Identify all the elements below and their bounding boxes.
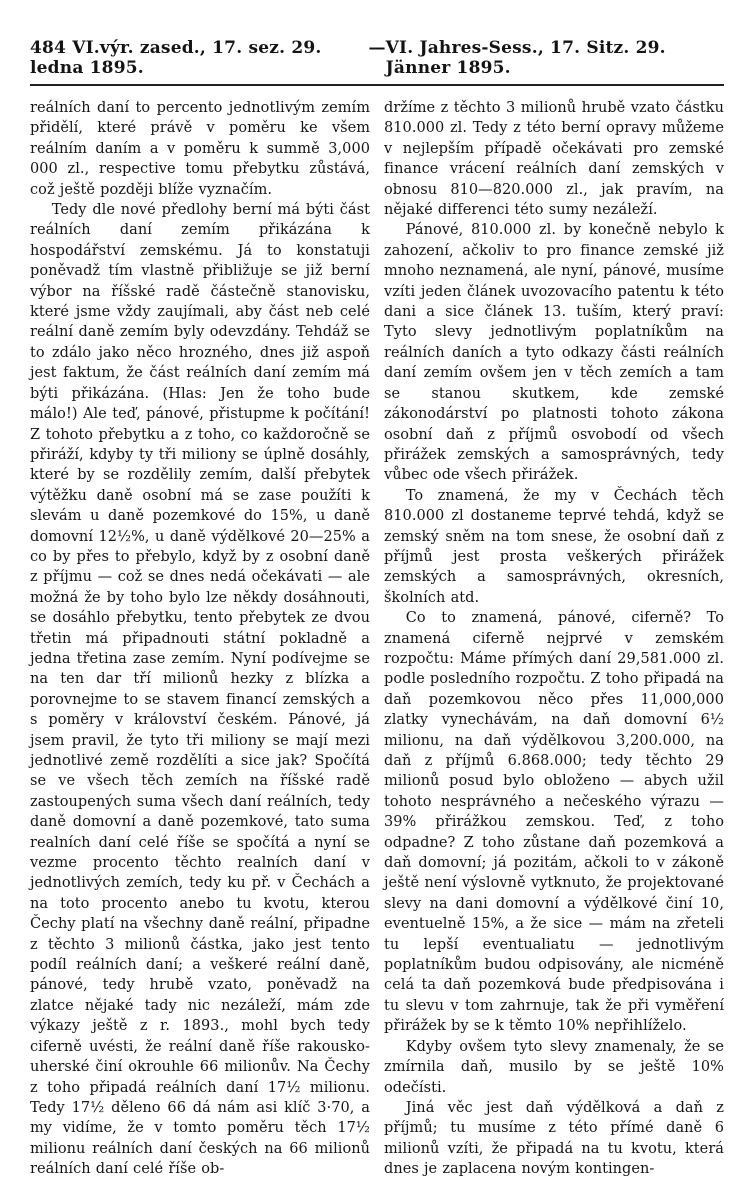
paragraph: Tedy dle nové předlohy berní má býti část reálních daní zemím přikázána k hospodářství zemskému. Já to konstatuji poněvadž tím vlastně přibližuje se již berní výbor na říšské radě částečně stanovisku, které jsme vždy zaujímali, aby část neb celé reální daně zemím byly odevzdány. Tehdáž se to zdálo jako něco hrozného, dnes již aspoň jest faktum, že část reálních daní zemím má býti přikázána. (Hlas: Jen že toho bude málo!) Ale teď, pánové, přistupme k počítání! Z tohoto přebytku a z toho, co každoročně se přiráží, kdyby ty tři miliony se úplně dosáhly, které by se rozdělily zemím, další přebytek výtěžku daně osobní má se zase použíti k slevám u daně pozemkové do 15%, u daně domovní 12½%, u daně výdělkové 20—25% a co by přes to přebylo, když by z osobní daně z příjmu — což se dnes nedá očekávati — ale možná že by toho bylo lze někdy dosáhnouti, se dosáhlo přebytku, tento přebytek ze dvou třetin má připadnouti státní pokladně a jedna třetina zase zemím. Nyní podívejme se na ten dar tří milionů hezky z blízka a porovnejme to se stavem financí zemských a s poměry v království českém. Pánové, já jsem pravil, že tyto tři miliony se mají mezi jednotlivé země rozdělíti a sice jak? Spočítá se ve všech těch zemích na říšské radě zastoupených suma všech daní reálních, tedy daně domovní a daně pozemkové, tato suma realních daní celé říše se spočítá a nyní se vezme procento těchto realních daní v jednotlivých zemích, tedy ku př. v Čechách a na toto procento anebo tu kvotu, kterou Čechy platí na všechny daně reální, připadne z těchto 3 milionů částka, jako jest tento podíl reálních daní; a veškeré reální daně, pánové, tedy hrubě vzato, poněvadž na zlatce nějaké tady nic nezáleží, mám zde výkazy ještě z r. 1893., mohl bych tedy ciferně uvésti, že reální daně říše rakousko-uherské činí okrouhle 66 milionův. Na Čechy z toho připadá reálních daní 17½ milionu. Tedy 17½ děleno 66 dá nám asi klíč 3·70, a my vidíme, že v tomto poměru těch 17½ milionu reálních daní českých na 66 milionů reálních daní celé říše ob- xyxy=(30,202,370,1178)
left-column xyxy=(30,98,370,1180)
page-header xyxy=(30,38,724,86)
paragraph: reálních daní to percento jednotlivým zemím přidělí, které právě v poměru ke všem reálním daním a v poměru k summě 3,000 000 zl., respective tomu přebytku zůstává, což ještě později blíže vyznačím. xyxy=(30,100,370,198)
header-right: VI. Jahres-Sess., 17. Sitz. 29. Jänner 1895. xyxy=(385,38,666,78)
right-column xyxy=(384,98,724,1180)
header-left: 484 VI.výr. zased., 17. sez. 29. ledna 1895. xyxy=(30,38,322,78)
paragraph: držíme z těchto 3 milionů hrubě vzato částku 810.000 zl. Tedy z této berní opravy můžeme v nejlepším případě očekávati pro zemské finance vrácení reálních daní zemských v obnosu 810—820.000 zl., jak pravím, na nějaké differenci této sumy nezáleží. xyxy=(384,100,724,219)
paragraph: Jiná věc jest daň výdělková a daň z příjmů; tu musíme z této přímé daně 6 milionů vzíti, že připadá na tu kvotu, která dnes je zaplacena novým kontingen- xyxy=(384,1099,724,1178)
paragraph: To znamená, že my v Čechách těch 810.000 zl dostaneme teprvé tehdá, když se zemský sněm na tom snese, že osobní daň z příjmů jest prosta veškerých přirážek zemských a samosprávných, okresních, školních atd. xyxy=(384,487,724,606)
header-separator: — xyxy=(368,38,386,58)
paragraph: Pánové, 810.000 zl. by konečně nebylo k zahození, ačkoliv to pro finance zemské již mnoho neznamená, ale nyní, pánové, musíme vzíti jeden článek uvozovacího patentu k této dani a sice článek 13. tuším, který praví: Tyto slevy jednotlivým poplatníkům na reálních daních a tyto odkazy části reálních daní zemím ovšem jen v těch zemích a tam se stanou skutkem, kde zemské zákonodárství po platnosti tohoto zákona osobní daň z příjmů osvobodí od všech přirážek zemských a samosprávných, tedy vůbec ode všech přirážek. xyxy=(384,222,724,484)
paragraph: Co to znamená, pánové, ciferně? To znamená ciferně nejprvé v zemském rozpočtu: Máme přímých daní 29,581.000 zl. podle posledního rozpočtu. Z toho připadá na daň pozemkovou něco přes 11,000,000 zlatky vynechávám, na daň domovní 6½ milionu, na daň výdělkovou 3,200.000, na daň z příjmů 6.868.000; tedy těchto 29 milionů posud bylo obloženo — abych užil tohoto nesprávného a nečeského výrazu — 39% přirážkou zemskou. Teď, z toho odpadne? Z toho zůstane daň pozemková a daň domovní; já pozitám, ačkoli to v zákoně ještě není výslovně vytknuto, že projektované slevy na dani domovní a výdělkové činí 10, eventuelně 15%, a že sice — mám na zřeteli tu lepší eventualiatu — jednotlivým poplatníkům budou odpisovány, ale nicméně celá ta daň pozemková bude předpisována i tu slevu v tom zahrnuje, tak že při vyměření přirážek by se k těmto 10% nepřihlíželo. xyxy=(384,610,724,1035)
paragraph: Kdyby ovšem tyto slevy znamenaly, že se zmírnila daň, musilo by se ještě 10% odečísti. xyxy=(384,1038,724,1096)
text-columns xyxy=(30,98,724,1180)
